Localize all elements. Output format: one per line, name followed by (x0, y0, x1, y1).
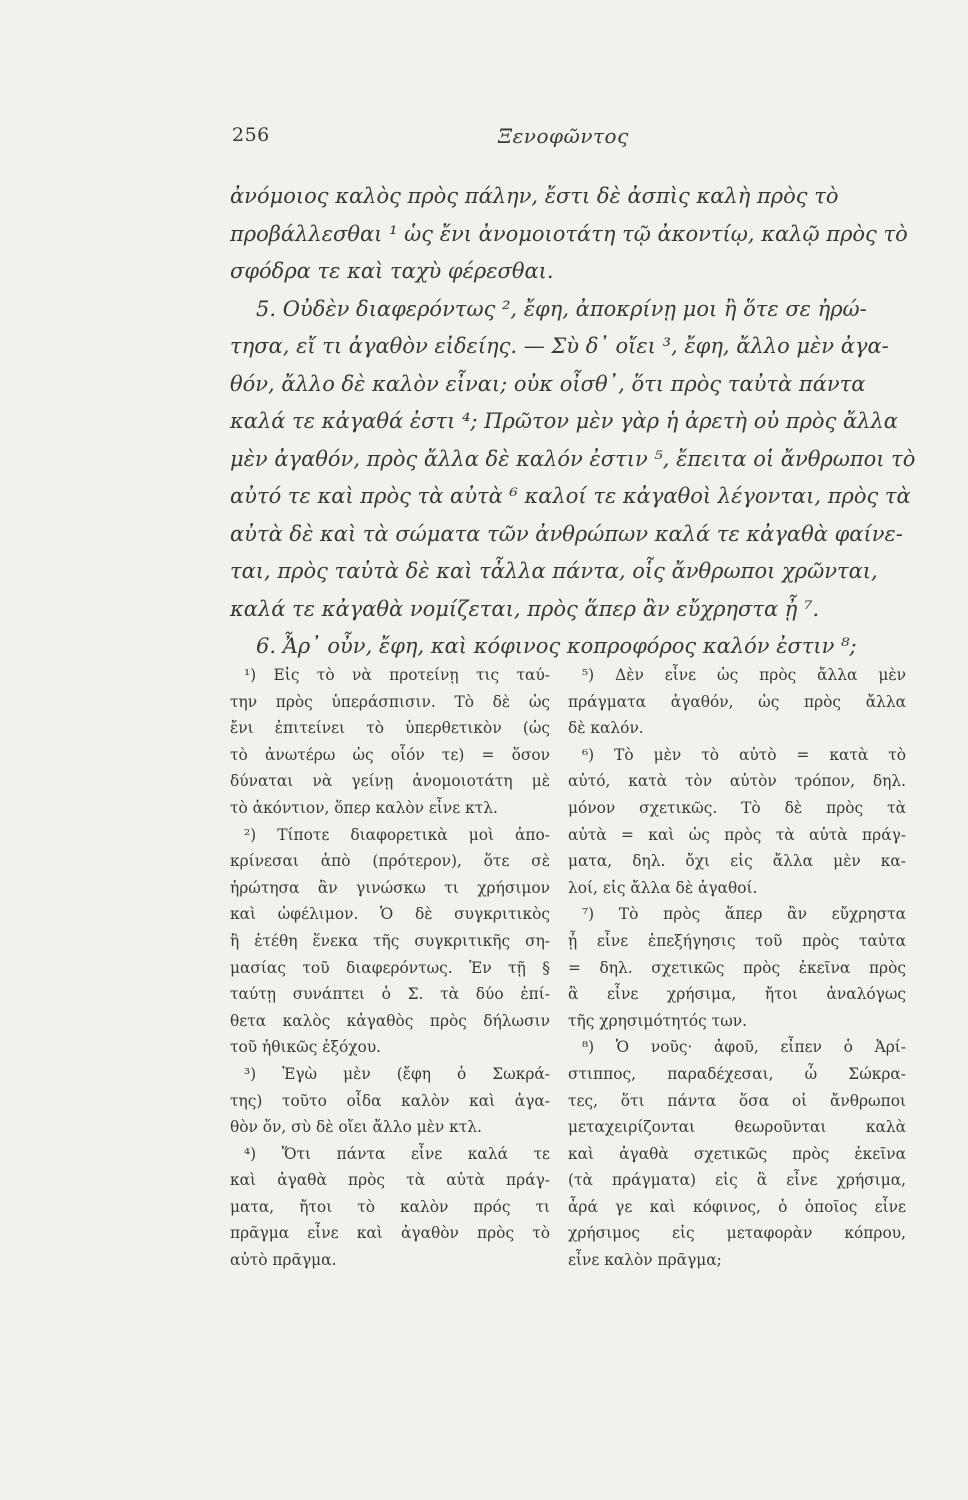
main-text-line: αὐτό τε καὶ πρὸς τὰ αὐτὰ ⁶ καλοί τε κἀγαθοὶ λέγονται, πρὸς τὰ (230, 484, 911, 508)
footnote-8-line: τες, ὅτι πάντα ὅσα οἱ ἄνθρωποι (568, 1091, 906, 1110)
main-text-line: καλά τε κἀγαθά ἐστι ⁴; Πρῶτον μὲν γὰρ ἡ ἀρετὴ οὐ πρὸς ἄλλα (230, 409, 898, 433)
section-6-start: 6. Ἆρ᾽ οὖν, ἔφη, καὶ κόφινος κοπροφόρος καλόν ἐστιν ⁸; (256, 634, 857, 658)
footnote-4-line: ματα, ἤτοι τὸ καλὸν πρός τι (230, 1197, 550, 1216)
main-text-line: αὐτὰ δὲ καὶ τὰ σώματα τῶν ἀνθρώπων καλά τε κἀγαθὰ φαίνε- (230, 521, 903, 546)
footnote-2-line: ²) Τίποτε διαφορετικὰ μοὶ ἀπο- (244, 825, 550, 844)
footnote-1-line: την πρὸς ὑπεράσπισιν. Τὸ δὲ ὡς (230, 692, 550, 711)
footnote-7-line: ἃ εἶνε χρήσιμα, ἤτοι ἀναλόγως (568, 985, 906, 1004)
footnote-3-line: της) τοῦτο οἶδα καλὸν καὶ ἀγα- (230, 1091, 550, 1110)
footnote-1-line: τὸ ἀνωτέρω ὡς οἷόν τε) = ὅσον (230, 745, 550, 764)
footnote-4-line: αὐτὸ πρᾶγμα. (230, 1251, 337, 1270)
main-text-line: μὲν ἀγαθόν, πρὸς ἄλλα δὲ καλόν ἐστιν ⁵, ἔπειτα οἱ ἄνθρωποι τὸ (230, 446, 916, 471)
footnote-6-line: ⁶) Τὸ μὲν τὸ αὐτὸ = κατὰ τὸ (582, 745, 906, 764)
footnote-1-line: δύναται νὰ γείνῃ ἀνομοιοτάτη μὲ (230, 772, 550, 791)
footnote-3-line: ³) Ἐγὼ μὲν (ἔφη ὁ Σωκρά- (244, 1064, 550, 1083)
footnote-6-line: αὐτό, κατὰ τὸν αὐτὸν τρόπον, δηλ. (568, 772, 906, 791)
footnote-1-line: τὸ ἀκόντιον, ὅπερ καλὸν εἶνε κτλ. (230, 798, 498, 817)
main-text-line: προβάλλεσθαι ¹ ὡς ἔνι ἀνομοιοτάτη τῷ ἀκοντίῳ, καλῷ πρὸς τὸ (230, 221, 908, 246)
footnote-5-line: πράγματα ἀγαθόν, ὡς πρὸς ἄλλα (568, 692, 906, 711)
main-text-line: ἀνόμοιος καλὸς πρὸς πάλην, ἔστι δὲ ἀσπὶς καλὴ πρὸς τὸ (230, 184, 839, 208)
footnote-8-line: μεταχειρίζονται θεωροῦνται καλὰ (568, 1118, 906, 1137)
footnote-8-line: καὶ ἀγαθὰ σχετικῶς πρὸς ἐκεῖνα (568, 1144, 906, 1163)
footnote-3-line: θὸν ὄν, σὺ δὲ οἴει ἄλλο μὲν κτλ. (230, 1118, 482, 1137)
footnote-8-line: στιππος, παραδέχεσαι, ὦ Σώκρα- (568, 1064, 906, 1083)
footnote-2-line: μασίας τοῦ διαφερόντως. Ἐν τῇ § (230, 958, 550, 977)
main-text-line: τησα, εἴ τι ἀγαθὸν εἰδείης. — Σὺ δ᾽ οἴει ³, ἔφη, ἄλλο μὲν ἀγα- (230, 334, 889, 358)
footnote-2-line: ταύτῃ συνάπτει ὁ Σ. τὰ δύο ἐπί- (230, 985, 550, 1004)
footnote-6-line: λοί, εἰς ἄλλα δὲ ἀγαθοί. (568, 878, 758, 897)
footnote-8-line: ⁸) Ὁ νοῦς· ἀφοῦ, εἶπεν ὁ Ἀρί- (582, 1038, 906, 1057)
footnote-1-line: ¹) Εἰς τὸ νὰ προτείνῃ τις ταύ- (244, 666, 550, 684)
footnotes-left-column (230, 662, 550, 1274)
main-text-line: θόν, ἄλλο δὲ καλὸν εἶναι; οὐκ οἶσθ᾽, ὅτι πρὸς ταὐτὰ πάντα (230, 371, 866, 396)
footnote-2-line: ἠρώτησα ἂν γινώσκω τι χρήσιμον (230, 878, 550, 897)
footnote-5-line: δὲ καλόν. (568, 719, 644, 738)
footnote-6-line: ματα, δηλ. ὄχι εἰς ἄλλα μὲν κα- (568, 852, 906, 871)
footnote-8-line: ἆρά γε καὶ κόφινος, ὁ ὁποῖος εἶνε (568, 1197, 906, 1216)
footnote-2-line: θετα καλὸς κἀγαθὸς πρὸς δήλωσιν (230, 1011, 550, 1030)
footnote-7-line: ᾖ εἶνε ἐπεξήγησις τοῦ πρὸς ταὐτα (568, 931, 906, 950)
footnote-4-line: πρᾶγμα εἶνε καὶ ἀγαθὸν πρὸς τὸ (230, 1224, 550, 1243)
footnote-2-line: καὶ ὠφέλιμον. Ὁ δὲ συγκριτικὸς (230, 905, 550, 924)
footnote-8-line: χρήσιμος εἰς μεταφορὰν κόπρου, (568, 1224, 906, 1243)
main-text-line: σφόδρα τε καὶ ταχὺ φέρεσθαι. (230, 259, 554, 283)
footnote-7-line: = δηλ. σχετικῶς πρὸς ἐκεῖνα πρὸς (568, 958, 906, 977)
footnote-7-line: ⁷) Τὸ πρὸς ἅπερ ἂν εὔχρηστα (582, 905, 906, 924)
footnote-6-line: μόνον σχετικῶς. Τὸ δὲ πρὸς τὰ (568, 798, 906, 817)
footnote-4-line: ⁴) Ὅτι πάντα εἶνε καλά τε (244, 1144, 550, 1163)
main-text-line: ται, πρὸς ταὐτὰ δὲ καὶ τἆλλα πάντα, οἷς ἄνθρωποι χρῶνται, (230, 559, 878, 583)
footnote-2-line: ἢ ἐτέθη ἕνεκα τῆς συγκριτικῆς ση- (230, 931, 550, 950)
running-head: Ξενοφῶντος (498, 124, 629, 148)
footnote-7-line: τῆς χρησιμότητός των. (568, 1011, 747, 1030)
footnote-2-line: τοῦ ἠθικῶς ἐξόχου. (230, 1038, 382, 1057)
page-number: 256 (232, 124, 270, 146)
footnote-5-line: ⁵) Δὲν εἶνε ὡς πρὸς ἄλλα μὲν (582, 666, 906, 684)
footnote-8-line: (τὰ πράγματα) εἰς ἃ εἶνε χρήσιμα, (568, 1171, 906, 1190)
footnote-1-line: ἔνι ἐπιτείνει τὸ ὑπερθετικὸν (ὡς (230, 719, 550, 738)
section-5-start: 5. Οὐδὲν διαφερόντως ², ἔφη, ἀποκρίνῃ μοι ἢ ὅτε σε ἠρώ- (256, 296, 867, 321)
footnote-6-line: αὐτὰ = καὶ ὡς πρὸς τὰ αὐτὰ πράγ- (568, 825, 906, 844)
main-text (230, 178, 916, 666)
footnotes-right-column (568, 662, 906, 1274)
footnote-4-line: καὶ ἀγαθὰ πρὸς τὰ αὐτὰ πράγ- (230, 1171, 550, 1190)
footnote-8-line: εἶνε καλὸν πρᾶγμα; (568, 1251, 722, 1270)
main-text-line: καλά τε κἀγαθὰ νομίζεται, πρὸς ἅπερ ἂν εὔχρηστα ᾖ ⁷. (230, 596, 820, 621)
footnote-2-line: κρίνεσαι ἀπὸ (πρότερον), ὅτε σὲ (230, 852, 550, 871)
